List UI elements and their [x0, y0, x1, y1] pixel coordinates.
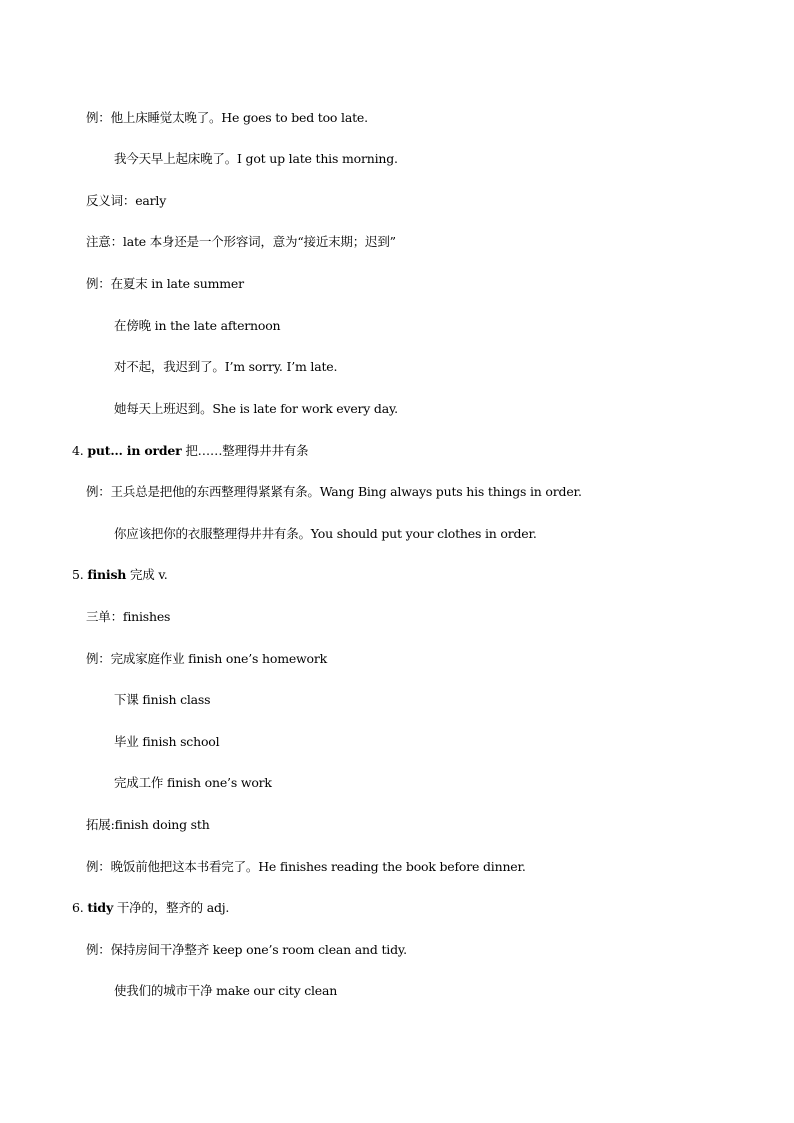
example-line: 例：他上床睡觉太晚了。He goes to bed too late. [86, 110, 368, 125]
entry-term: put… in order [87, 443, 182, 458]
third-person-line: 三单：finishes [86, 609, 171, 624]
example-line: 完成工作 finish one’s work [114, 775, 272, 790]
example-line: 我今天早上起床晚了。I got up late this morning. [114, 151, 398, 166]
antonym-line: 反义词：early [86, 193, 167, 208]
example-line: 使我们的城市干净 make our city clean [114, 983, 338, 998]
example-line: 你应该把你的衣服整理得井井有条。You should put your clothes in order. [114, 526, 537, 541]
entry-meaning: 干净的，整齐的 adj. [116, 900, 230, 915]
entry-heading-5 [72, 567, 168, 583]
example-line: 对不起，我迟到了。I’m sorry. I’m late. [114, 359, 338, 374]
entry-number: 6. [72, 900, 84, 915]
entry-term: tidy [87, 900, 114, 915]
entry-heading-4 [72, 443, 308, 459]
example-line: 例：保持房间干净整齐 keep one’s room clean and tidy. [86, 942, 407, 957]
example-line: 下课 finish class [114, 692, 211, 707]
entry-number: 4. [72, 443, 84, 458]
example-line: 例：晚饭前他把这本书看完了。He finishes reading the book before dinner. [86, 859, 526, 874]
entry-term: finish [87, 567, 127, 582]
example-line: 例：王兵总是把他的东西整理得紧紧有条。Wang Bing always puts his things in order. [86, 484, 582, 499]
entry-meaning: 把……整理得井井有条 [185, 443, 309, 458]
example-line: 她每天上班迟到。She is late for work every day. [114, 401, 398, 416]
example-line: 毕业 finish school [114, 734, 220, 749]
entry-meaning: 完成 v. [129, 567, 168, 582]
example-line: 在傍晚 in the late afternoon [114, 318, 281, 333]
example-line: 例：完成家庭作业 finish one’s homework [86, 651, 328, 666]
example-line: 例：在夏末 in late summer [86, 276, 244, 291]
entry-heading-6 [72, 900, 229, 916]
entry-number: 5. [72, 567, 84, 582]
note-line: 注意：late 本身还是一个形容词，意为“接近末期；迟到” [86, 234, 396, 249]
extension-line: 拓展:finish doing sth [86, 817, 210, 832]
